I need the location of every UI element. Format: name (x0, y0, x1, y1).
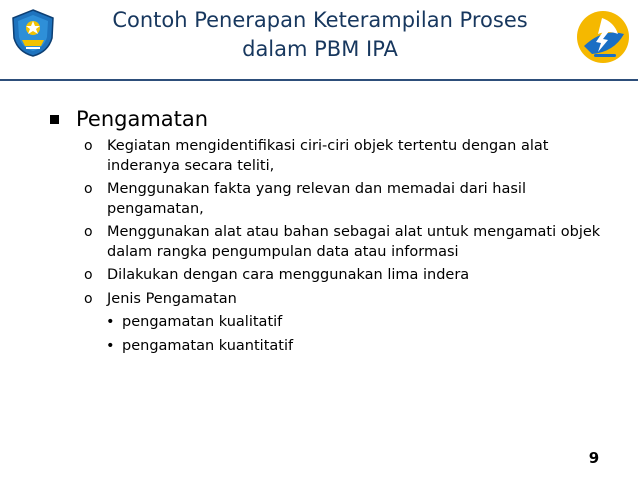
dot-bullet-icon: • (106, 314, 115, 330)
circle-bullet-icon: o (84, 290, 93, 307)
circle-bullet-icon: o (84, 181, 93, 197)
circle-bullet-icon: o (84, 267, 93, 283)
sub-list-item (106, 313, 614, 333)
education-figure-logo-icon (574, 8, 632, 66)
list-item-line: Menggunakan fakta yang relevan dan memadai dari hasil (107, 181, 526, 197)
list-item (84, 180, 614, 219)
page-number: 9 (588, 449, 600, 467)
list-item-line: Menggunakan alat atau bahan sebagai alat untuk mengamati objek (107, 224, 601, 240)
list-item-line: Kegiatan mengidentifikasi ciri-ciri objek tertentu dengan alat (107, 138, 549, 154)
circle-bullet-icon: o (84, 224, 93, 240)
list-item (84, 223, 614, 262)
dot-bullet-icon: • (106, 337, 115, 354)
list-item-line: Jenis Pengamatan (107, 290, 237, 307)
list-item-line: inderanya secara teliti, (107, 157, 275, 174)
square-bullet-icon (50, 115, 59, 124)
tut-wuri-handayani-emblem-icon (8, 8, 58, 58)
section-heading (50, 105, 208, 133)
section-heading-text: Pengamatan (76, 107, 209, 131)
slide-title-line-2: dalam PBM IPA (242, 37, 398, 61)
slide-title-line-1: Contoh Penerapan Keterampilan Proses (112, 8, 528, 32)
list-item (84, 137, 614, 176)
list-item (84, 290, 614, 310)
title-divider (0, 79, 638, 81)
circle-bullet-icon: o (84, 138, 93, 154)
sub-list-item-text: pengamatan kualitatif (122, 314, 283, 330)
list-item-line: Dilakukan dengan cara menggunakan lima indera (107, 267, 470, 283)
sub-list-item (106, 337, 614, 357)
list-item-line: dalam rangka pengumpulan data atau informasi (107, 243, 459, 260)
list-item-line: pengamatan, (107, 200, 204, 217)
slide-title (100, 6, 540, 64)
sub-list-item-text: pengamatan kuantitatif (122, 337, 294, 354)
list-item (84, 266, 614, 286)
bullet-list (84, 137, 614, 360)
